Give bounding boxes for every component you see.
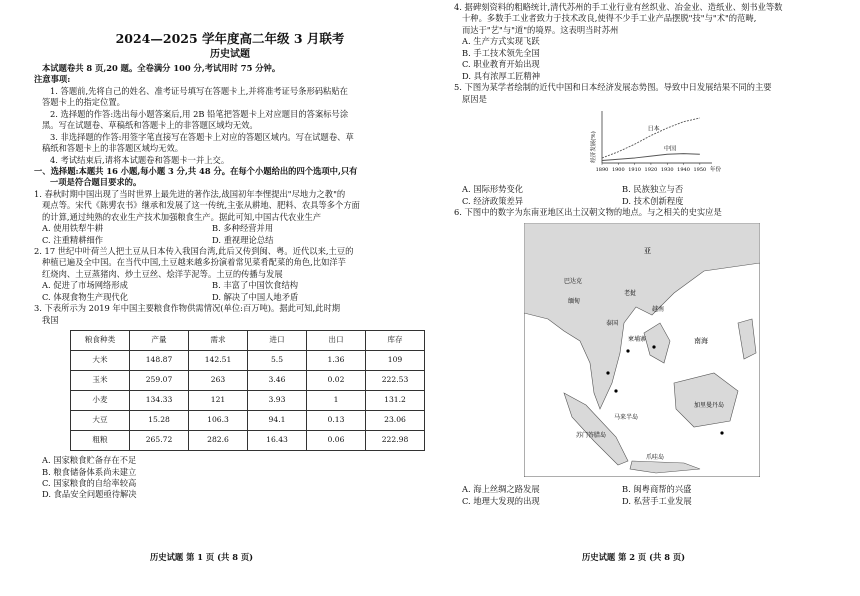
question-text: 4. 据碑刻资料的粗略统计,清代苏州的手工业行业有丝织业、冶金业、造纸业、刻书业等数 <box>454 2 783 12</box>
option-group <box>34 223 426 246</box>
option-list <box>34 455 426 501</box>
option-b[interactable]: B. 闽粤商帮的兴盛 <box>622 484 692 495</box>
map-label: 缅甸 <box>568 297 581 305</box>
option-b[interactable]: B. 丰富了中国饮食结构 <box>212 280 299 291</box>
notice-line: 黑。写在试题卷、草稿纸和答题卡上的非答题区域均无效。 <box>42 120 258 131</box>
question-text: 6. 下图中的数字为东南亚地区出土汉朝文物的地点。与之相关的史实应是 <box>454 207 722 218</box>
table-cell: 5.5 <box>248 351 307 371</box>
question-6 <box>454 207 826 507</box>
subject-title: 历史试题 <box>210 49 250 61</box>
site-marker <box>606 371 609 374</box>
table-cell: 玉米 <box>71 371 130 391</box>
table-cell: 131.2 <box>366 391 425 411</box>
economy-line-chart <box>586 107 726 179</box>
notice-line: 3. 非选择题的作答:用签字笔直接写在答题卡上对应的答题区域内。写在试题卷、草 <box>50 131 354 142</box>
section-heading: 一项是符合题目要求的。 <box>50 177 142 188</box>
table-cell: 259.07 <box>130 371 189 391</box>
table-cell: 3.46 <box>248 371 307 391</box>
question-1 <box>34 189 426 246</box>
option-d[interactable]: D. 食品安全问题亟待解决 <box>42 489 137 500</box>
x-tick-label: 1930 <box>660 166 674 173</box>
question-text: 原因是 <box>462 93 487 104</box>
table-cell: 粗粮 <box>71 431 130 451</box>
table-cell: 282.6 <box>189 431 248 451</box>
table-cell: 263 <box>189 371 248 391</box>
table-row <box>71 371 425 391</box>
chart-lines <box>602 118 700 161</box>
table-cell: 1.36 <box>307 351 366 371</box>
option-c[interactable]: C. 地理大发现的出现 <box>462 495 540 506</box>
table-row <box>71 411 425 431</box>
site-marker <box>626 349 629 352</box>
page-footer-1: 历史试题 第 1 页 (共 8 页) <box>150 552 254 562</box>
southeast-asia-map <box>524 223 760 477</box>
option-a[interactable]: A. 生产方式实现飞跃 <box>462 36 540 47</box>
option-c[interactable]: C. 注重精耕细作 <box>42 234 104 245</box>
option-d[interactable]: D. 具有浓厚工匠精神 <box>462 70 541 81</box>
option-d[interactable]: D. 重视理论总结 <box>212 234 274 245</box>
option-a[interactable]: A. 使用铁犁牛耕 <box>42 223 104 234</box>
table-cell: 134.33 <box>130 391 189 411</box>
chart-ylabel: 经济发展(%) <box>591 131 597 163</box>
southeast-asia-map-container <box>524 223 826 480</box>
table-cell: 148.87 <box>130 351 189 371</box>
table-cell: 265.72 <box>130 431 189 451</box>
map-label: 苏门答腊岛 <box>576 431 607 439</box>
notice-line: 2. 选择题的作答:选出每小题答案后,用 2B 铅笔把答题卡上对应题目的答案标号涂 <box>50 108 349 119</box>
table-cell: 大米 <box>71 351 130 371</box>
question-text: 的计算,通过纯熟的农业生产技术加强粮食生产。据此可知,中国古代农业生产 <box>42 211 322 222</box>
question-text: 5. 下图为某学者绘制的近代中国和日本经济发展态势图。导致中日发展结果不同的主要 <box>454 82 772 93</box>
option-list <box>454 36 826 82</box>
x-tick-label: 1920 <box>644 166 658 173</box>
page-1 <box>34 0 426 501</box>
series-label-china: 中国 <box>663 145 676 153</box>
x-tick-label: 1890 <box>595 166 609 173</box>
map-label: 柬埔寨 <box>628 335 647 343</box>
question-text: 2. 17 世纪中叶荷兰人把土豆从日本传入我国台湾,此后又传到闽、粤。近代以来,土豆的 <box>34 246 354 257</box>
table-cell: 大豆 <box>71 411 130 431</box>
table-cell: 小麦 <box>71 391 130 411</box>
notice-line: 稿纸和答题卡上的非答题区域均无效。 <box>42 143 184 154</box>
question-text: 种植已遍及全中国。在当代中国,土豆越来越多扮演着常见菜肴配菜的角色,比如洋芋 <box>42 257 346 268</box>
option-group <box>454 484 826 507</box>
option-d[interactable]: D. 解决了中国人地矛盾 <box>212 291 299 302</box>
chart-ticks <box>596 163 707 173</box>
notice-line: 1. 答题前,先将自己的姓名、准考证号填写在答题卡上,并将准考证号条形码粘贴在 <box>50 85 348 96</box>
option-group <box>34 280 426 303</box>
chart-xlabel: 年份 <box>710 166 722 173</box>
option-c[interactable]: C. 体现食物生产现代化 <box>42 291 128 302</box>
option-d[interactable]: D. 技术创新程度 <box>622 195 684 206</box>
option-a[interactable]: A. 海上丝绸之路发展 <box>462 484 540 495</box>
map-label: 巴达克 <box>564 277 583 285</box>
question-5 <box>454 82 826 207</box>
page-footer-2: 历史试题 第 2 页 (共 8 页) <box>582 552 686 562</box>
economy-chart-container <box>586 107 826 182</box>
notice-title: 注意事项: <box>34 74 71 85</box>
table-header: 库存 <box>366 331 425 351</box>
grain-table <box>70 330 425 451</box>
option-a[interactable]: A. 促进了市场网络形成 <box>42 280 128 291</box>
site-marker <box>720 431 723 434</box>
series-label-japan: 日本 <box>647 125 660 133</box>
option-a[interactable]: A. 国际形势变化 <box>462 184 524 195</box>
question-4 <box>454 2 826 82</box>
table-cell: 121 <box>189 391 248 411</box>
question-text: 观点等。宋代《陈旉农书》继承和发展了这一传统,主张从耕地、肥料、农具等多个方面 <box>42 200 360 211</box>
option-b[interactable]: B. 多种经营并用 <box>212 223 274 234</box>
map-label: 马来半岛 <box>614 413 639 421</box>
option-c[interactable]: C. 经济政策差异 <box>462 195 524 206</box>
exam-title: 2024—2025 学年度高二年级 3 月联考 <box>115 31 345 46</box>
question-text: 3. 下表所示为 2019 年中国主要粮食作物供需情况(单位:百万吨)。据此可知,此时期 <box>34 303 341 314</box>
option-b[interactable]: B. 手工技术领先全国 <box>462 47 540 58</box>
question-text: 而达于"艺"与"道"的境界。这表明当时苏州 <box>462 24 619 35</box>
table-cell: 142.51 <box>189 351 248 371</box>
table-cell: 0.06 <box>307 431 366 451</box>
map-label: 亚 <box>644 246 651 255</box>
notice-line: 4. 考试结束后,请将本试题卷和答题卡一并上交。 <box>50 154 230 165</box>
table-cell: 94.1 <box>248 411 307 431</box>
question-3 <box>34 303 426 501</box>
map-label: 南海 <box>694 336 708 345</box>
option-b[interactable]: B. 民族独立与否 <box>622 184 684 195</box>
map-label: 越南 <box>652 305 665 313</box>
exam-info: 本试题卷共 8 页,20 题。全卷满分 100 分,考试用时 75 分钟。 <box>42 63 281 74</box>
table-cell: 1 <box>307 391 366 411</box>
series-line-japan <box>602 118 700 158</box>
table-header: 需求 <box>189 331 248 351</box>
question-text: 1. 春秋时期中国出现了当时世界上最先进的著作法,战国初年李悝提出"尽地力之教"的 <box>34 188 346 199</box>
x-tick-label: 1910 <box>628 166 641 173</box>
question-text: 十种。多数手工业者致力于技术改良,使得不少手工业产品摆脱"技"与"术"的范畴, <box>462 13 757 24</box>
table-header: 产量 <box>130 331 189 351</box>
table-row <box>71 391 425 411</box>
table-cell: 23.06 <box>366 411 425 431</box>
map-label: 泰国 <box>606 319 619 327</box>
series-line-china <box>602 154 700 161</box>
x-tick-label: 1940 <box>677 166 690 173</box>
table-header: 粮食种类 <box>71 331 130 351</box>
table-cell: 222.53 <box>366 371 425 391</box>
table-cell: 106.3 <box>189 411 248 431</box>
notice-line: 答题卡上的指定位置。 <box>42 97 125 108</box>
site-marker <box>652 345 655 348</box>
table-cell: 3.93 <box>248 391 307 411</box>
site-marker <box>614 389 617 392</box>
table-cell: 222.98 <box>366 431 425 451</box>
question-2 <box>34 246 426 303</box>
table-header: 进口 <box>248 331 307 351</box>
table-header: 出口 <box>307 331 366 351</box>
table-cell: 16.43 <box>248 431 307 451</box>
option-a[interactable]: A. 国家粮食贮备存在不足 <box>42 455 137 466</box>
option-c[interactable]: C. 国家粮食的自给率较高 <box>42 477 137 488</box>
question-text: 我国 <box>42 314 59 325</box>
map-label: 老挝 <box>624 289 637 297</box>
x-tick-label: 1950 <box>693 166 707 173</box>
option-group <box>454 184 826 207</box>
section-heading: 一、选择题:本题共 16 小题,每小题 3 分,共 48 分。在每个小题给出的四个选项中,只有 <box>34 165 358 176</box>
option-c[interactable]: C. 职业教育开始出现 <box>462 59 540 70</box>
table-header-row <box>71 331 425 351</box>
map-label: 加里曼丹岛 <box>694 401 725 409</box>
option-d[interactable]: D. 私营手工业发展 <box>622 495 692 506</box>
table-cell: 109 <box>366 351 425 371</box>
option-b[interactable]: B. 粮食储备体系尚未建立 <box>42 466 137 477</box>
table-cell: 0.13 <box>307 411 366 431</box>
table-cell: 15.28 <box>130 411 189 431</box>
page-2 <box>454 0 826 507</box>
x-tick-label: 1900 <box>611 166 625 173</box>
map-label: 爪哇岛 <box>646 453 665 461</box>
table-row <box>71 431 425 451</box>
question-text: 红烧肉、土豆蒸猪肉、炒土豆丝、烩洋芋泥等。土豆的传播与发展 <box>42 268 283 279</box>
table-cell: 0.02 <box>307 371 366 391</box>
table-row <box>71 351 425 371</box>
